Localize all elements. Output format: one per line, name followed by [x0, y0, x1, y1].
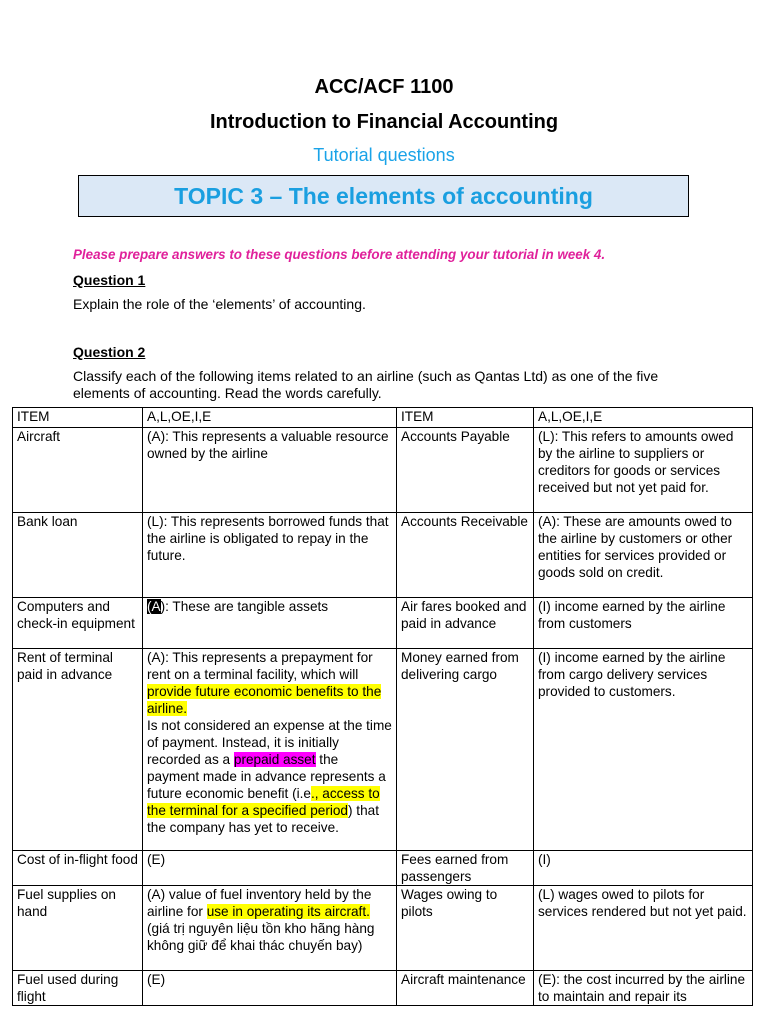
item-cell: Fees earned from passengers	[397, 851, 534, 886]
item-cell: Computers and check-in equipment	[13, 598, 143, 649]
classification-cell: (L) wages owed to pilots for services rendered but not yet paid.	[534, 886, 753, 971]
item-cell: Accounts Receivable	[397, 513, 534, 598]
item-cell: Money earned from delivering cargo	[397, 649, 534, 851]
table-row	[13, 598, 753, 649]
classification-cell: (E)	[143, 971, 397, 1006]
table-row	[13, 886, 753, 971]
tutorial-label: Tutorial questions	[313, 145, 455, 165]
item-cell: Fuel used during flight	[13, 971, 143, 1006]
course-title: Introduction to Financial Accounting	[209, 111, 559, 133]
classification-text: ): These are tangible assets	[160, 599, 329, 614]
classification-cell: (I) income earned by the airline from customers	[534, 598, 753, 649]
classification-text: (A) value of fuel inventory held by the airline for	[147, 887, 372, 919]
header-item: ITEM	[13, 408, 143, 428]
item-cell: Aircraft	[13, 428, 143, 513]
question-1-heading: Question 1	[73, 272, 146, 288]
item-cell: Wages owing to pilots	[397, 886, 534, 971]
classification-cell: (A): These are amounts owed to the airline by customers or other entities for services provided or goods sold on credit.	[534, 513, 753, 598]
table-row	[13, 513, 753, 598]
classification-cell	[143, 886, 397, 971]
item-cell: Fuel supplies on hand	[13, 886, 143, 971]
item-cell: Accounts Payable	[397, 428, 534, 513]
header-classification: A,L,OE,I,E	[534, 408, 753, 428]
yellow-highlight: use in operating its aircraft.	[206, 904, 370, 919]
classification-text: (giá trị nguyên liệu tồn kho hãng hàng không giữ để khai thác chuyến bay)	[147, 921, 375, 953]
header-classification: A,L,OE,I,E	[143, 408, 397, 428]
classification-text: Is not considered an expense at the time of payment. Instead, it is initially recorded as a	[147, 718, 392, 767]
topic-banner: TOPIC 3 – The elements of accounting	[78, 175, 689, 217]
table-row	[13, 851, 753, 886]
classification-cell	[143, 649, 397, 851]
classification-cell: (L): This represents borrowed funds that the airline is obligated to repay in the future.	[143, 513, 397, 598]
table-row	[13, 428, 753, 513]
classification-text: the payment made in advance represents a future economic benefit (i.e	[147, 752, 386, 801]
classification-table	[12, 407, 753, 1006]
preparation-notice: Please prepare answers to these questions before attending your tutorial in week 4.	[73, 247, 606, 262]
course-code: ACC/ACF 1100	[314, 76, 454, 98]
classification-text: ) that the company has yet to receive.	[147, 803, 379, 835]
classification-cell: (I)	[534, 851, 753, 886]
classification-cell: (A): This represents a valuable resource owned by the airline	[143, 428, 397, 513]
table-header-row	[13, 408, 753, 428]
classification-cell	[143, 598, 397, 649]
question-2-heading: Question 2	[73, 344, 146, 360]
classification-cell: (E)	[143, 851, 397, 886]
item-cell: Rent of terminal paid in advance	[13, 649, 143, 851]
header-item: ITEM	[397, 408, 534, 428]
table-row	[13, 971, 753, 1006]
classification-cell: (L): This refers to amounts owed by the airline to suppliers or creditors for goods or services received but not yet paid for.	[534, 428, 753, 513]
yellow-highlight: ., access to the terminal for a specified period	[147, 786, 380, 818]
classification-cell: (E): the cost incurred by the airline to maintain and repair its	[534, 971, 753, 1006]
yellow-highlight: provide future economic benefits to the airline.	[147, 684, 382, 716]
question-1-text: Explain the role of the ‘elements’ of accounting.	[73, 296, 366, 312]
selected-text-highlight: (A	[147, 599, 161, 614]
item-cell: Air fares booked and paid in advance	[397, 598, 534, 649]
table-row	[13, 649, 753, 851]
item-cell: Aircraft maintenance	[397, 971, 534, 1006]
classification-text: (A): This represents a prepayment for rent on a terminal facility, which will	[147, 650, 373, 682]
item-cell: Bank loan	[13, 513, 143, 598]
question-2-text: Classify each of the following items related to an airline (such as Qantas Ltd) as one of the five elements of accounting. Read the words carefully.	[73, 368, 659, 401]
classification-cell: (I) income earned by the airline from cargo delivery services provided to customers.	[534, 649, 753, 851]
item-cell: Cost of in-flight food	[13, 851, 143, 886]
magenta-highlight: prepaid asset	[233, 752, 316, 767]
